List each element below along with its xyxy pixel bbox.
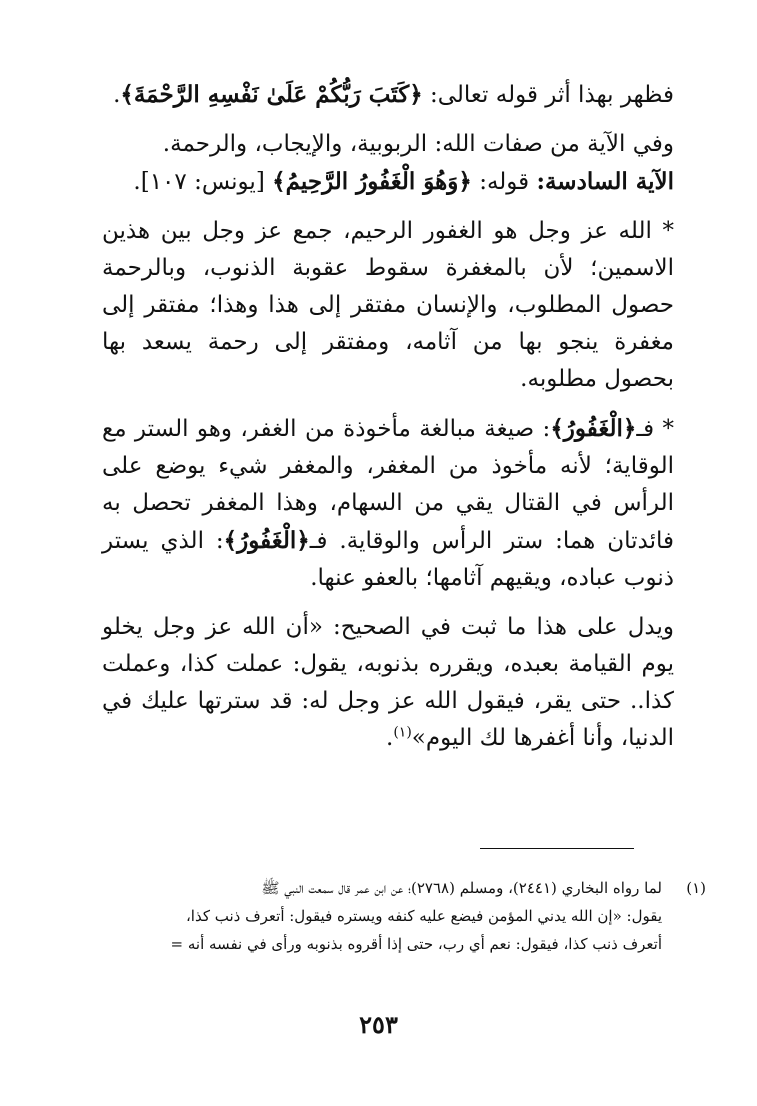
paragraph-4: * الله عز وجل هو الغفور الرحيم، جمع عز وجل بين هذين الاسمين؛ لأن بالمغفرة سقوط عقوبة الذنوب، وبالرحمة حصول المطلوب، والإنسان مفتقر إلى هذا وهذا؛ مفتقر إلى مغفرة ينجو بها من آثامه، ومفتقر إلى رحمة يسعد بها بحصول مطلوبه. [102, 218, 674, 392]
footnote-ref: (١) [393, 724, 412, 741]
quran-verse-2: ﴿وَهُوَ الْغَفُورُ الرَّحِيمُ﴾ [272, 168, 472, 195]
paragraph-6 [102, 609, 674, 757]
p6-end: . [386, 725, 394, 751]
verse-reference: [يونس: ١٠٧]. [133, 169, 273, 195]
paragraph-2: وفي الآية من صفات الله: الربوبية، والإيجاب، والرحمة. [162, 131, 674, 157]
paragraph-1 [102, 76, 674, 114]
section-label: الآية السادسة: [536, 168, 674, 195]
p1-end: . [113, 82, 121, 108]
p6-text: ويدل على هذا ما ثبت في الصحيح: «أن الله عز وجل يخلو يوم القيامة بعبده، ويقرره بذنوبه، يقول: عملت كذا، وعملت كذا.. حتى يقر، فيقول الله عز وجل له: قد سترتها عليك في الدنيا، وأنا أغفرها لك اليوم» [102, 614, 674, 751]
paragraph-3 [102, 163, 674, 201]
footnote-line-2: يقول: «إن الله يدني المؤمن فيضع عليه كنفه ويستره فيقول: أتعرف ذنب كذا، [185, 907, 662, 925]
p5-text-2: : الذي يستر ذنوب عباده، ويقيهم آثامها؛ بالعفو عنها. [102, 528, 674, 591]
p3-text: قوله: [471, 169, 537, 195]
footnote-line-1 [100, 874, 706, 902]
main-text [102, 76, 674, 757]
quran-word-1: ﴿الْغَفُورُ﴾ [550, 415, 637, 442]
footnote-number: (١) [686, 879, 706, 897]
footnote-divider [480, 848, 634, 849]
footnote-text-1: لما رواه البخاري (٢٤٤١)، ومسلم (٢٧٦٨)؛ عن ابن عمر قال سمعت النبي ﷺ [261, 879, 662, 897]
quran-verse-1: ﴿كَتَبَ رَبُّكُمْ عَلَىٰ نَفْسِهِ الرَّحْمَةَ﴾ [120, 81, 423, 108]
footnote-line-3: أتعرف ذنب كذا، فيقول: نعم أي رب، حتى إذا أقروه بذنوبه ورأى في نفسه أنه = [170, 935, 662, 953]
p1-text: فظهر بهذا أثر قوله تعالى: [422, 82, 674, 108]
p5-lead: * فـ [636, 416, 674, 442]
p5-text-1: : صيغة مبالغة مأخوذة من الغفر، وهو الستر مع الوقاية؛ لأنه مأخوذ من المغفر، والمغفر شيء يوضع على الرأس في القتال يقي من السهام، وهذا المغفر تحصل به فائدتان هما: ستر الرأس والوقاية. فـ [102, 416, 674, 554]
paragraph-5 [102, 410, 674, 597]
quran-word-2: ﴿الْغَفُورُ﴾ [223, 527, 310, 554]
page-number: ٢٥٣ [359, 1010, 398, 1039]
footnotes [100, 874, 706, 958]
